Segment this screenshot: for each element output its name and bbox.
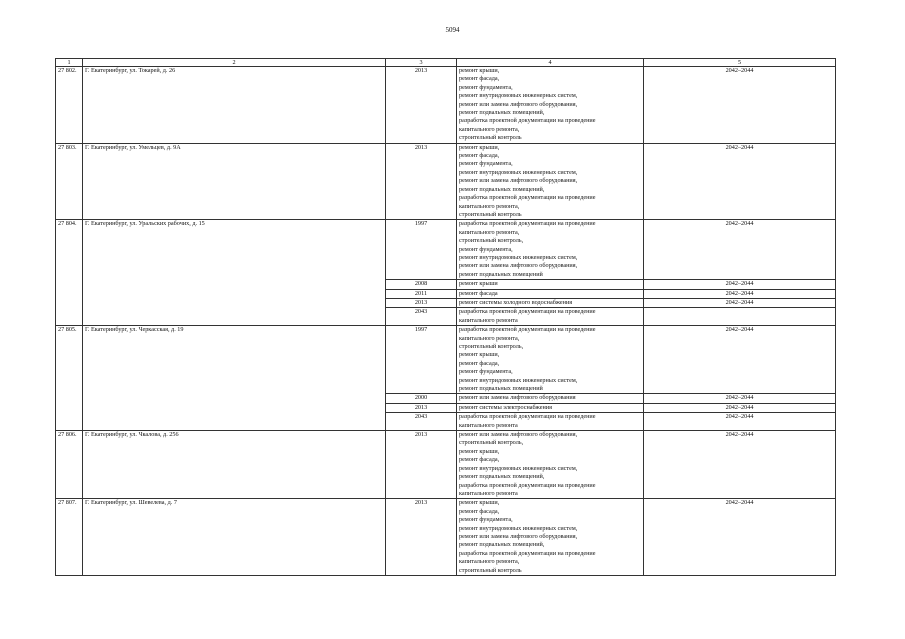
work-item: ремонт подвальных помещений — [459, 270, 543, 278]
works-cell — [457, 67, 644, 144]
period-cell: 2042–2044 — [644, 143, 836, 220]
work-item: капитального ремонта, — [459, 334, 520, 342]
work-item: разработка проектной документации на проведение — [459, 194, 596, 202]
year-cell: 2000 — [386, 394, 457, 403]
table-row — [56, 220, 836, 280]
work-item: ремонт фасада, — [459, 456, 500, 464]
registry-table — [55, 58, 836, 576]
work-item: ремонт фасада, — [459, 507, 500, 515]
work-item: ремонт внутридомовых инженерных систем, — [459, 524, 578, 532]
work-item: ремонт крыши — [459, 280, 498, 288]
column-header: 3 — [386, 59, 457, 67]
work-item: ремонт внутридомовых инженерных систем, — [459, 168, 578, 176]
work-item: разработка проектной документации на проведение — [459, 117, 596, 125]
address-cell: Г. Екатеринбург, ул. Черкасская, д. 19 — [83, 326, 386, 431]
works-cell — [457, 499, 644, 576]
table-row — [56, 431, 836, 499]
period-cell: 2042–2044 — [644, 413, 836, 431]
period-cell — [644, 308, 836, 326]
work-item: капитального ремонта — [459, 421, 518, 429]
work-item: строительный контроль, — [459, 237, 524, 245]
works-cell — [457, 403, 644, 412]
work-item: капитального ремонта, — [459, 125, 520, 133]
work-item: ремонт подвальных помещений, — [459, 185, 545, 193]
works-cell — [457, 280, 644, 289]
work-item: ремонт фасада, — [459, 152, 500, 160]
work-item: ремонт или замена лифтового оборудования, — [459, 177, 578, 185]
work-item: ремонт крыши, — [459, 351, 500, 359]
year-cell: 2013 — [386, 431, 457, 499]
work-item: ремонт крыши, — [459, 143, 500, 151]
works-cell — [457, 326, 644, 394]
work-item: ремонт подвальных помещений — [459, 385, 543, 393]
work-item: капитального ремонта, — [459, 202, 520, 210]
year-cell: 2013 — [386, 499, 457, 576]
table-row — [56, 326, 836, 394]
period-cell: 2042–2044 — [644, 403, 836, 412]
year-cell: 1997 — [386, 326, 457, 394]
period-cell: 2042–2044 — [644, 280, 836, 289]
year-cell: 2011 — [386, 289, 457, 298]
works-cell — [457, 431, 644, 499]
table-row — [56, 67, 836, 144]
work-item: ремонт фасада, — [459, 359, 500, 367]
year-cell: 2043 — [386, 413, 457, 431]
table-row — [56, 499, 836, 576]
work-item: ремонт или замена лифтового оборудования, — [459, 262, 578, 270]
house-number-cell: 27 805. — [56, 326, 83, 431]
period-cell: 2042–2044 — [644, 289, 836, 298]
work-item: ремонт фундамента, — [459, 368, 513, 376]
works-cell — [457, 413, 644, 431]
works-cell — [457, 394, 644, 403]
work-item: ремонт подвальных помещений, — [459, 109, 545, 117]
address-cell: Г. Екатеринбург, ул. Умельцев, д. 9А — [83, 143, 386, 220]
work-item: ремонт или замена лифтового оборудования — [459, 394, 576, 402]
work-item: строительный контроль — [459, 134, 522, 142]
year-cell: 2043 — [386, 308, 457, 326]
works-cell — [457, 220, 644, 280]
period-cell: 2042–2044 — [644, 298, 836, 307]
work-item: ремонт фасада — [459, 289, 498, 297]
work-item: разработка проектной документации на проведение — [459, 413, 596, 421]
work-item: ремонт фундамента, — [459, 516, 513, 524]
house-number-cell: 27 804. — [56, 220, 83, 326]
house-number-cell: 27 807. — [56, 499, 83, 576]
work-item: ремонт крыши, — [459, 447, 500, 455]
works-cell — [457, 298, 644, 307]
year-cell: 2013 — [386, 403, 457, 412]
work-item: ремонт или замена лифтового оборудования, — [459, 100, 578, 108]
period-cell: 2042–2044 — [644, 394, 836, 403]
work-item: разработка проектной документации на проведение — [459, 308, 596, 316]
work-item: строительный контроль, — [459, 343, 524, 350]
period-cell: 2042–2044 — [644, 431, 836, 499]
period-cell: 2042–2044 — [644, 67, 836, 144]
work-item: ремонт подвальных помещений, — [459, 541, 545, 549]
work-item: разработка проектной документации на проведение — [459, 549, 596, 557]
work-item: ремонт внутридомовых инженерных систем, — [459, 464, 578, 472]
table-header-row — [56, 59, 836, 67]
table-row — [56, 143, 836, 220]
work-item: ремонт внутридомовых инженерных систем, — [459, 92, 578, 100]
work-item: разработка проектной документации на проведение — [459, 220, 596, 228]
address-cell: Г. Екатеринбург, ул. Токарей, д. 26 — [83, 67, 386, 144]
column-header: 4 — [457, 59, 644, 67]
address-cell: Г. Екатеринбург, ул. Чкалова, д. 256 — [83, 431, 386, 499]
work-item: ремонт крыши, — [459, 67, 500, 74]
page-number: 5094 — [445, 26, 460, 34]
address-cell: Г. Екатеринбург, ул. Уральских рабочих, д. 15 — [83, 220, 386, 326]
works-cell — [457, 143, 644, 220]
table-body — [56, 67, 836, 576]
work-item: строительный контроль, — [459, 439, 524, 447]
period-cell: 2042–2044 — [644, 326, 836, 394]
period-cell: 2042–2044 — [644, 499, 836, 576]
house-number-cell: 27 803. — [56, 143, 83, 220]
work-item: ремонт системы холодного водоснабжения — [459, 298, 573, 306]
column-header: 2 — [83, 59, 386, 67]
work-item: капитального ремонта — [459, 316, 518, 324]
work-item: строительный контроль — [459, 210, 522, 218]
year-cell: 2008 — [386, 280, 457, 289]
work-item: капитального ремонта, — [459, 228, 520, 236]
works-cell — [457, 289, 644, 298]
work-item: ремонт или замена лифтового оборудования, — [459, 431, 578, 439]
works-cell — [457, 308, 644, 326]
work-item: строительный контроль — [459, 566, 522, 574]
house-number-cell: 27 806. — [56, 431, 83, 499]
work-item: ремонт фундамента, — [459, 245, 513, 253]
work-item: разработка проектной документации на проведение — [459, 481, 596, 489]
work-item: ремонт крыши, — [459, 499, 500, 507]
year-cell: 2013 — [386, 67, 457, 144]
work-item: капитального ремонта, — [459, 558, 520, 566]
work-item: ремонт внутридомовых инженерных систем, — [459, 253, 578, 261]
work-item: разработка проектной документации на проведение — [459, 326, 596, 334]
work-item: ремонт фасада, — [459, 75, 500, 83]
column-header: 1 — [56, 59, 83, 67]
year-cell: 2013 — [386, 143, 457, 220]
work-item: ремонт подвальных помещений, — [459, 473, 545, 481]
address-cell: Г. Екатеринбург, ул. Шевелева, д. 7 — [83, 499, 386, 576]
column-header: 5 — [644, 59, 836, 67]
year-cell: 1997 — [386, 220, 457, 280]
work-item: капитального ремонта — [459, 489, 518, 497]
period-cell: 2042–2044 — [644, 220, 836, 280]
work-item: ремонт системы электроснабжения — [459, 403, 552, 411]
work-item: ремонт внутридомовых инженерных систем, — [459, 376, 578, 384]
year-cell: 2013 — [386, 298, 457, 307]
house-number-cell: 27 802. — [56, 67, 83, 144]
work-item: ремонт или замена лифтового оборудования, — [459, 532, 578, 540]
work-item: ремонт фундамента, — [459, 160, 513, 168]
work-item: ремонт фундамента, — [459, 83, 513, 91]
